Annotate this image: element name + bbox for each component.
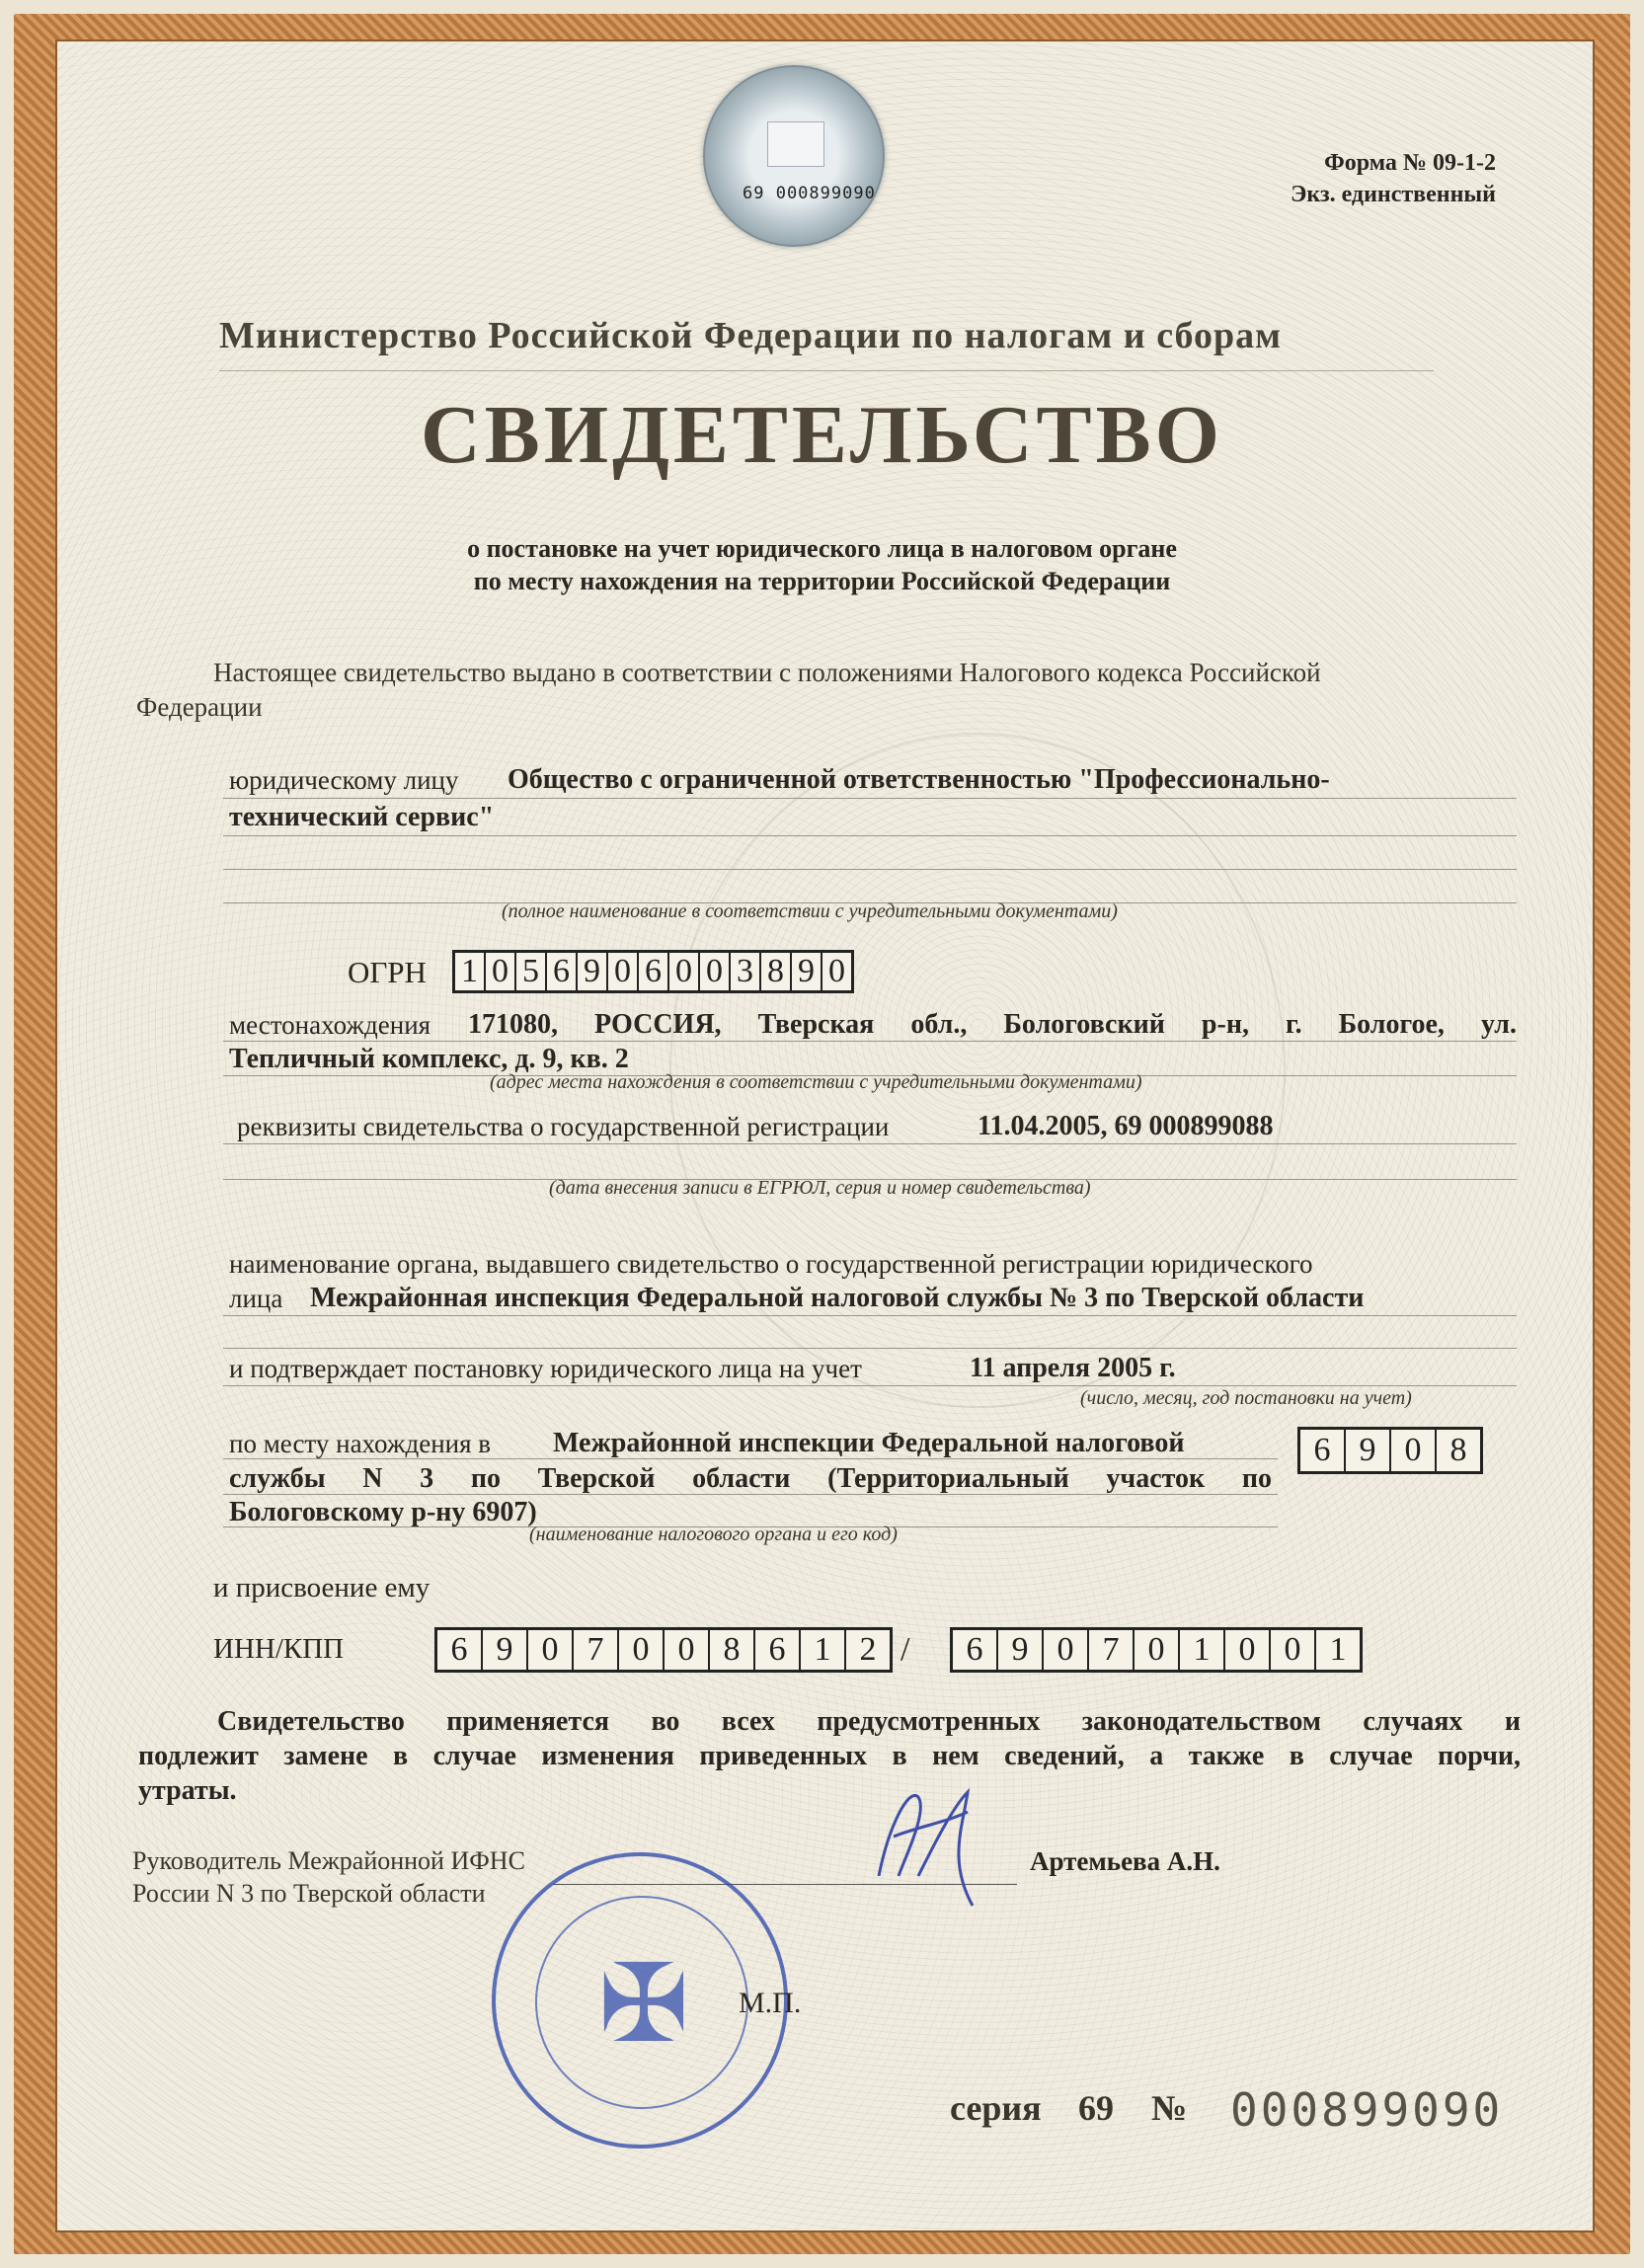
digit-box: 6	[547, 953, 578, 990]
digit-box: 0	[608, 953, 639, 990]
issuer-label-line-1: наименование органа, выдавшего свидетельство о государственной регистрации юридического	[229, 1249, 1313, 1279]
digit-box: 7	[574, 1630, 619, 1670]
digit-box: 9	[792, 953, 822, 990]
digit-box: 9	[483, 1630, 528, 1670]
digit-box: 2	[859, 1631, 877, 1668]
ogrn-label: ОГРН	[348, 955, 427, 989]
signatory-name: Артемьева А.Н.	[1030, 1846, 1220, 1876]
digit-box: 6	[953, 1630, 998, 1670]
digit-box: 6	[1300, 1430, 1346, 1471]
ogrn-digit-boxes	[452, 950, 854, 993]
digit-box: 0	[1044, 1630, 1089, 1670]
tax-office-line-1	[223, 1458, 1278, 1459]
confirm-date: 11 апреля 2005 г.	[970, 1353, 1176, 1383]
location-caption: (адрес места нахождения в соответствии с учредительными документами)	[490, 1071, 1142, 1093]
digit-box: 0	[828, 953, 845, 989]
issuer-line-1	[223, 1315, 1517, 1316]
tax-office-value-line-1: Межрайонной инспекции Федеральной налоговой	[553, 1428, 1185, 1458]
digit-box: 0	[665, 1630, 710, 1670]
hologram-number: 69 000899090	[743, 184, 876, 203]
digit-box: 0	[669, 953, 700, 990]
series-number-label: №	[1151, 2088, 1188, 2128]
digit-box: 0	[619, 1630, 665, 1670]
digit-box: 0	[700, 953, 731, 990]
series-label: серия	[950, 2088, 1042, 2128]
location-line-1	[223, 1041, 1517, 1042]
signatory-position-line-1: Руководитель Межрайонной ИФНС	[132, 1846, 525, 1875]
confirm-label: и подтверждает постановку юридического лица на учет	[229, 1354, 862, 1383]
entity-line-1	[223, 798, 1517, 799]
intro-line-1: Настоящее свидетельство выдано в соответствии с положениями Налогового кодекса Российской	[213, 658, 1321, 687]
location-label: местонахождения	[229, 1010, 431, 1040]
notice-line-3: утраты.	[138, 1775, 237, 1806]
tax-office-caption: (наименование налогового органа и его код)	[529, 1524, 898, 1545]
inn-kpp-separator: /	[900, 1631, 910, 1668]
registration-value: 11.04.2005, 69 000899088	[978, 1111, 1274, 1141]
handwritten-signature	[859, 1767, 997, 1916]
location-value-line-1: 171080, РОССИЯ, Тверская обл., Бологовский р-н, г. Бологое, ул.	[468, 1009, 1517, 1040]
digit-box: 5	[516, 953, 547, 990]
digit-box: 6	[755, 1630, 801, 1670]
subtitle-line-1: о постановке на учет юридического лица в налоговом органе	[467, 534, 1177, 563]
hologram-seal	[703, 65, 885, 247]
seal-place-label: М.П.	[739, 1987, 802, 2019]
confirm-line	[223, 1385, 1517, 1386]
digit-box: 1	[1180, 1630, 1225, 1670]
digit-box: 9	[998, 1630, 1044, 1670]
tax-office-value-line-2: службы N 3 по Тверской области (Территориальный участок по	[229, 1463, 1272, 1494]
digit-box: 3	[731, 953, 761, 990]
digit-box: 8	[710, 1630, 755, 1670]
copy-note: Экз. единственный	[1291, 182, 1496, 207]
digit-box: 0	[1271, 1630, 1316, 1670]
digit-box: 1	[801, 1630, 846, 1670]
subtitle-line-2: по месту нахождения на территории Российской Федерации	[473, 567, 1171, 595]
entity-name-line-2: технический сервис"	[229, 802, 495, 832]
notice-line-2: подлежит замене в случае изменения приведенных в нем сведений, а также в случае порчи,	[138, 1741, 1521, 1771]
tax-office-line-2	[223, 1494, 1278, 1495]
entity-line-2	[223, 835, 1517, 836]
tax-office-value-line-3: Бологовскому р-ну 6907)	[229, 1497, 537, 1527]
form-number: Форма № 09-1-2	[1324, 150, 1496, 176]
digit-box: 9	[578, 953, 608, 990]
issuer-label-line-2: лица	[229, 1284, 283, 1313]
page-title: СВИДЕТЕЛЬСТВО	[421, 389, 1223, 481]
assign-label: и присвоение ему	[213, 1572, 431, 1603]
entity-line-3	[223, 869, 1517, 870]
digit-box: 0	[1135, 1630, 1180, 1670]
digit-box: 1	[455, 953, 486, 990]
digit-box: 0	[1391, 1430, 1437, 1471]
ministry-name: Министерство Российской Федерации по налогам и сборам	[219, 315, 1283, 356]
hologram-square	[767, 121, 824, 167]
eagle-emblem-icon: ✠	[597, 1944, 690, 2065]
series-number: 000899090	[1230, 2083, 1504, 2137]
tax-office-code-boxes	[1297, 1427, 1483, 1474]
confirm-caption: (число, месяц, год постановки на учет)	[1080, 1387, 1412, 1409]
inn-kpp-label: ИНН/КПП	[213, 1633, 345, 1665]
kpp-digit-boxes	[950, 1627, 1363, 1673]
digit-box: 6	[639, 953, 669, 990]
digit-box: 8	[1449, 1432, 1467, 1468]
issuer-line-2	[223, 1348, 1517, 1349]
ministry-underline	[219, 370, 1434, 371]
issuer-value: Межрайонная инспекция Федеральной налоговой службы № 3 по Тверской области	[310, 1283, 1365, 1313]
digit-box: 0	[528, 1630, 574, 1670]
signatory-position-line-2: России N 3 по Тверской области	[132, 1879, 486, 1908]
tax-office-label: по месту нахождения в	[229, 1429, 492, 1458]
inn-digit-boxes	[434, 1627, 893, 1673]
intro-line-2: Федерации	[136, 692, 263, 722]
digit-box: 1	[1329, 1631, 1347, 1668]
digit-box: 0	[486, 953, 516, 990]
series-value: 69	[1078, 2088, 1114, 2128]
digit-box: 9	[1346, 1430, 1391, 1471]
registration-line-1	[223, 1143, 1517, 1144]
entity-label: юридическому лицу	[229, 765, 459, 795]
digit-box: 7	[1089, 1630, 1135, 1670]
registration-caption: (дата внесения записи в ЕГРЮЛ, серия и номер свидетельства)	[549, 1177, 1091, 1199]
entity-caption: (полное наименование в соответствии с учредительными документами)	[502, 900, 1118, 922]
location-value-line-2: Тепличный комплекс, д. 9, кв. 2	[229, 1044, 629, 1074]
digit-box: 6	[437, 1630, 483, 1670]
digit-box: 8	[761, 953, 792, 990]
entity-name-line-1: Общество с ограниченной ответственностью "Профессионально-	[508, 764, 1330, 795]
notice-line-1: Свидетельство применяется во всех предусмотренных законодательством случаях и	[217, 1706, 1521, 1737]
registration-label: реквизиты свидетельства о государственной регистрации	[237, 1112, 890, 1141]
digit-box: 0	[1225, 1630, 1271, 1670]
